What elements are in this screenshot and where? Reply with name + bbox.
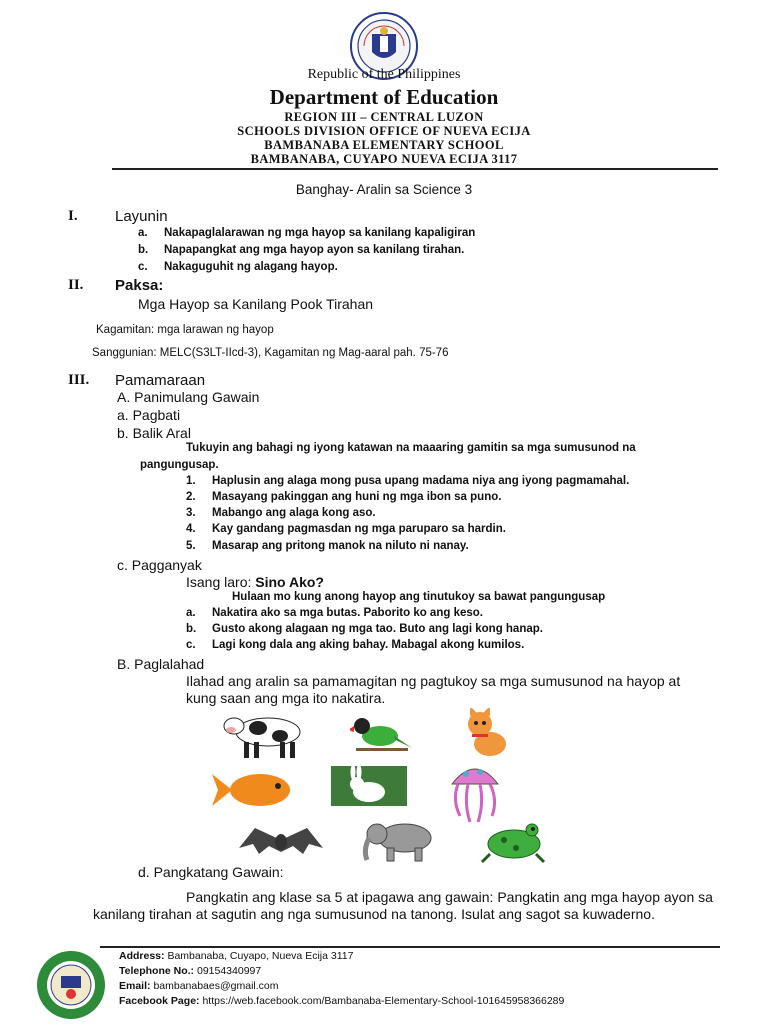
footer-rule <box>100 946 720 948</box>
list-item: 4. Kay gandang pagmasdan ng mga paruparo sa hardin. <box>186 523 506 535</box>
section-heading-pamamaraan: Pamamaraan <box>115 372 206 389</box>
list-item: b. Gusto akong alagaan ng mga tao. Buto ang lagi kong hanap. <box>186 623 543 635</box>
elephant-image <box>359 818 441 862</box>
balik-instruction-cont: pangungusap. <box>140 459 219 471</box>
footer-facebook[interactable]: Facebook Page: https://web.facebook.com/Bambanaba-Elementary-School-101645958366289 <box>119 995 565 1007</box>
balik-instruction: Tukuyin ang bahagi ng iyong katawan na maaaring gamitin sa mga sumusunod na <box>186 442 636 454</box>
panimulang-gawain: A. Panimulang Gawain <box>117 389 260 405</box>
header-rule <box>112 168 718 170</box>
header-republic: Republic of the Philippines <box>307 67 461 82</box>
footer-address: Address: Bambanaba, Cuyapo, Nueva Ecija 3117 <box>119 950 354 962</box>
sanggunian: Sanggunian: MELC(S3LT-IIcd-3), Kagamitan ng Mag-aaral pah. 75-76 <box>92 347 449 359</box>
list-item: b. Napapangkat ang mga hayop ayon sa kanilang tirahan. <box>138 244 465 256</box>
pagganyak: c. Pagganyak <box>117 557 202 573</box>
bat-image <box>235 820 327 862</box>
footer-email: Email: bambanabaes@gmail.com <box>119 980 279 992</box>
school-logo <box>36 950 106 1020</box>
section-heading-paksa: Paksa: <box>115 277 164 294</box>
list-item: c. Nakaguguhit ng alagang hayop. <box>138 261 338 273</box>
list-item: c. Lagi kong dala ang aking bahay. Mabagal akong kumilos. <box>186 639 525 651</box>
pangkatan-text-cont: kanilang tirahan at sagutin ang nga sumusunod na tanong. Isulat ang sagot sa kuwaderno. <box>93 906 655 922</box>
goldfish-image <box>210 770 300 810</box>
laro-line: Isang laro: Sino Ako? <box>186 574 324 590</box>
cat-image <box>458 708 518 758</box>
laro-instruction: Hulaan mo kung anong hayop ang tinutukoy sa bawat pangungusap <box>232 591 606 603</box>
jellyfish-image <box>442 760 508 826</box>
balik-aral: b. Balik Aral <box>117 425 191 441</box>
header-region: REGION III – CENTRAL LUZON <box>284 110 484 124</box>
frog-image <box>480 818 550 864</box>
pagbati: a. Pagbati <box>117 407 181 423</box>
list-item: 2. Masayang pakinggan ang huni ng mga ibon sa puno. <box>186 491 502 503</box>
list-item: a. Nakatira ako sa mga butas. Paborito ko ang keso. <box>186 607 483 619</box>
list-item: 5. Masarap ang pritong manok na niluto ni nanay. <box>186 540 469 552</box>
section-numeral-3: III. <box>68 372 90 388</box>
laro-title: Sino Ako? <box>255 574 324 590</box>
section-heading-layunin: Layunin <box>115 208 168 225</box>
paglalahad-text-cont: kung saan ang mga ito nakatira. <box>186 690 386 706</box>
animal-pictures <box>205 708 555 864</box>
section-numeral-1: I. <box>68 208 78 224</box>
section-numeral-2: II. <box>68 277 84 293</box>
cow-image <box>220 708 312 760</box>
pangkatang-gawain: d. Pangkatang Gawain: <box>138 864 284 880</box>
kagamitan: Kagamitan: mga larawan ng hayop <box>96 324 274 336</box>
footer-phone: Telephone No.: 09154340997 <box>119 965 262 977</box>
paglalahad-text: Ilahad ang aralin sa pamamagitan ng pagtukoy sa mga sumusunod na hayop at <box>186 673 681 689</box>
header-address: BAMBANABA, CUYAPO NUEVA ECIJA 3117 <box>250 152 518 166</box>
header-division: SCHOOLS DIVISION OFFICE OF NUEVA ECIJA <box>237 124 531 138</box>
paglalahad: B. Paglalahad <box>117 656 205 672</box>
header-department: Department of Education <box>269 85 499 109</box>
lesson-title: Banghay- Aralin sa Science 3 <box>295 182 473 197</box>
rabbit-image <box>331 766 407 806</box>
list-item: 3. Mabango ang alaga kong aso. <box>186 507 376 519</box>
list-item: a. Nakapaglalarawan ng mga hayop sa kanilang kapaligiran <box>138 227 476 239</box>
pangkatan-text: Pangkatin ang klase sa 5 at ipagawa ang gawain: Pangkatin ang mga hayop ayon sa <box>186 889 713 905</box>
list-item: 1. Haplusin ang alaga mong pusa upang madama niya ang iyong pagmamahal. <box>186 475 630 487</box>
header-school: BAMBANABA ELEMENTARY SCHOOL <box>264 138 504 152</box>
paksa-topic: Mga Hayop sa Kanilang Pook Tirahan <box>138 296 374 312</box>
lovebird-image <box>350 710 414 756</box>
